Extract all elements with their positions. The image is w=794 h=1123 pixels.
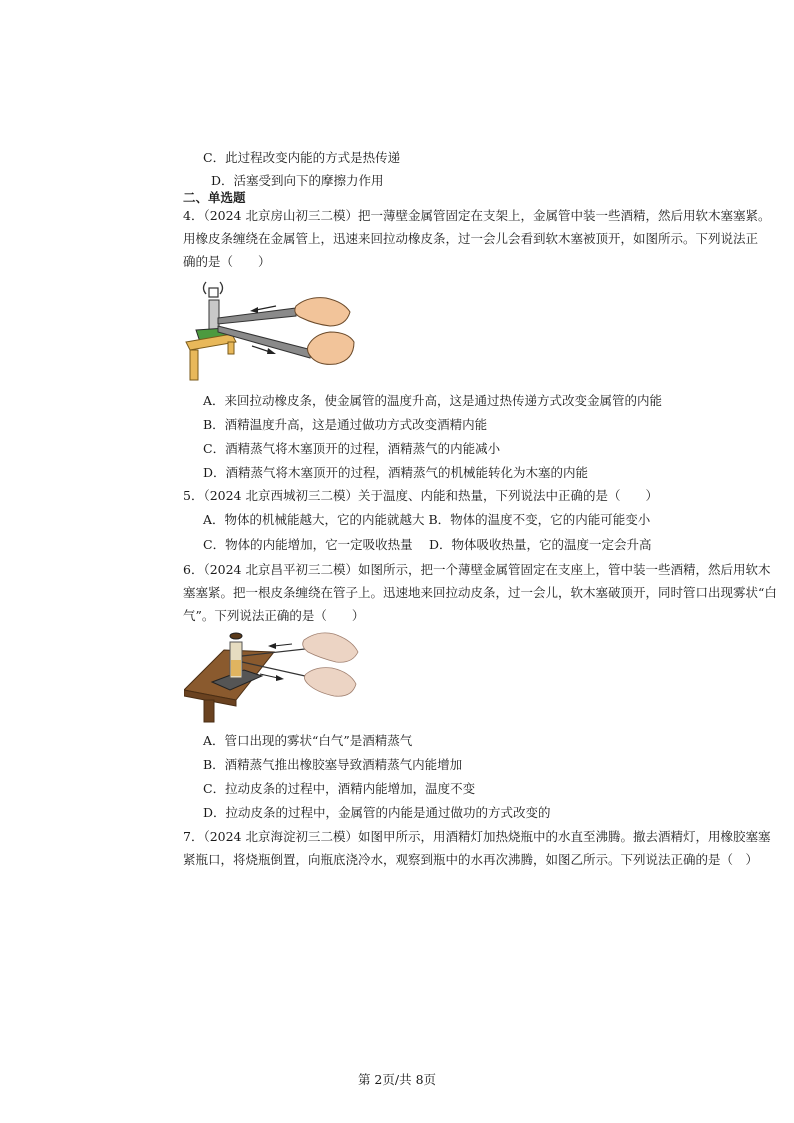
q4-figure xyxy=(184,276,356,382)
q4-option-a: A．来回拉动橡皮条，使金属管的温度升高，这是通过热传递方式改变金属管的内能 xyxy=(203,393,663,408)
q4-stem-line1: 4．（2024 北京房山初三二模）把一薄壁金属管固定在支架上，金属管中装一些酒精，然后用软木塞塞紧。 xyxy=(183,208,771,223)
q6-option-b: B．酒精蒸气推出橡胶塞导致酒精蒸气内能增加 xyxy=(203,757,463,772)
q4-option-d: D．酒精蒸气将木塞顶开的过程，酒精蒸气的机械能转化为木塞的内能 xyxy=(203,465,589,480)
q4-stem-line2: 用橡皮条缠绕在金属管上，迅速来回拉动橡皮条，过一会儿会看到软木塞被顶开，如图所示。下列说法正 xyxy=(183,231,759,246)
q6-option-a: A．管口出现的雾状“白气”是酒精蒸气 xyxy=(203,733,413,748)
option-c-prev: C．此过程改变内能的方式是热传递 xyxy=(203,150,401,165)
q6-option-d: D．拉动皮条的过程中，金属管的内能是通过做功的方式改变的 xyxy=(203,805,551,820)
section-title: 二、单选题 xyxy=(183,190,246,205)
q6-option-c: C．拉动皮条的过程中，酒精内能增加，温度不变 xyxy=(203,781,476,796)
page-number: 第 2页/共 8页 xyxy=(357,1072,437,1087)
q6-figure xyxy=(184,630,360,724)
q5-stem: 5．（2024 北京西城初三二模）关于温度、内能和热量，下列说法中正确的是（ ） xyxy=(183,488,658,503)
q5-option-cd: C．物体的内能增加，它一定吸收热量 D．物体吸收热量，它的温度一定会升高 xyxy=(203,537,652,552)
q4-stem-line3: 确的是（ ） xyxy=(183,254,271,269)
option-d-prev: D．活塞受到向下的摩擦力作用 xyxy=(211,173,384,188)
q4-option-b: B．酒精温度升高，这是通过做功方式改变酒精内能 xyxy=(203,417,488,432)
q6-stem-line2: 塞塞紧。把一根皮条缠绕在管子上。迅速地来回拉动皮条，过一会儿，软木塞破顶开，同时管口出现雾状“白 xyxy=(183,585,777,600)
q4-option-c: C．酒精蒸气将木塞顶开的过程，酒精蒸气的内能减小 xyxy=(203,441,501,456)
q6-stem-line3: 气”。下列说法正确的是（ ） xyxy=(183,608,365,623)
q7-stem-line1: 7．（2024 北京海淀初三二模）如图甲所示，用酒精灯加热烧瓶中的水直至沸腾。撤去酒精灯，用橡胶塞塞 xyxy=(183,829,771,844)
q7-stem-line2: 紧瓶口，将烧瓶倒置，向瓶底浇冷水，观察到瓶中的水再次沸腾，如图乙所示。下列说法正确的是（ ） xyxy=(183,852,759,867)
q6-stem-line1: 6．（2024 北京昌平初三二模）如图所示，把一个薄壁金属管固定在支座上，管中装一些酒精，然后用软木 xyxy=(183,562,771,577)
q5-option-ab: A．物体的机械能越大，它的内能就越大 B．物体的温度不变，它的内能可能变小 xyxy=(203,512,651,527)
